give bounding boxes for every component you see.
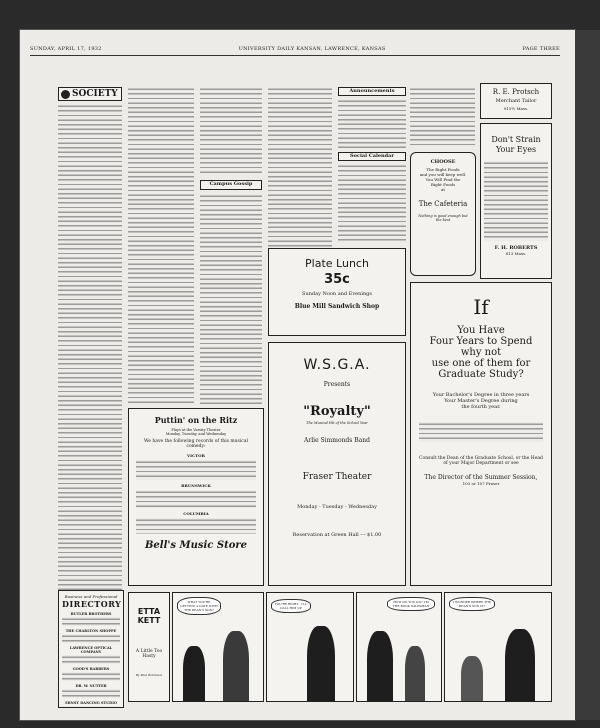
graduate-study-ad: [410, 282, 552, 586]
directory-item-detail: [62, 655, 120, 664]
cafeteria-line4: You Will Find the: [425, 177, 461, 182]
comic-bubble-3: HOW DO YOU DO? I'M THE BOOK SALESMAN: [387, 597, 435, 611]
column-two-text: [128, 87, 194, 405]
society-column-text: [58, 104, 122, 594]
comic-panel-3: [356, 592, 442, 702]
announcements-text: [338, 99, 406, 149]
bells-store: Bell's Music Store: [144, 540, 248, 551]
directory-list: [62, 612, 120, 708]
bells-columbia-list: [136, 518, 256, 534]
wsga-ad: [268, 342, 406, 586]
grad-p4: Consult the Dean of the Graduate School, or the Head of your Major Department or see: [419, 456, 543, 466]
cafeteria-line2: The Right Foods: [426, 167, 460, 172]
protsch-addr: 915½ Mass.: [503, 106, 529, 111]
comic-figure-5: [405, 646, 425, 701]
cafeteria-ad: [410, 152, 476, 276]
comic-panel-2: [266, 592, 354, 702]
directory-item-detail: [62, 706, 120, 708]
society-emblem-icon: [61, 90, 70, 99]
directory-item: ERNST DANCING STUDIO: [65, 701, 117, 705]
scanner-edge: [575, 30, 600, 720]
grad-p3: the fourth year.: [461, 404, 501, 410]
directory-item: DR. W. NUTTER: [75, 684, 107, 688]
comic-subtitle: A Little Too Hasty: [135, 649, 163, 659]
cafeteria-line5: Right Foods: [430, 182, 456, 187]
plate-lunch-shop: Blue Mill Sandwich Shop: [294, 303, 380, 310]
plate-lunch-title: Plate Lunch: [305, 257, 369, 270]
cafeteria-tag: Nothing is good enough but the best: [418, 214, 468, 222]
bells-title: Puttin' on the Ritz: [154, 415, 238, 425]
bells-victor: VICTOR: [187, 453, 205, 458]
wsga-presents: Presents: [323, 381, 351, 388]
social-calendar-text: [338, 164, 406, 244]
comic-bubble-1: WHAT YOU'RE GETTING A DATE WITH THE DEAN'S SON?: [177, 597, 221, 615]
comic-panel-1: [172, 592, 264, 702]
wsga-reservation: Reservation at Green Hall --- $1.00: [292, 532, 382, 538]
header-date: SUNDAY, APRIL 17, 1932: [30, 46, 102, 52]
directory-item-detail: [62, 689, 120, 698]
bells-brunswick-list: [136, 490, 256, 508]
comic-figure-7: [505, 629, 535, 701]
grad-big-if: If: [473, 295, 489, 319]
announcements-heading: Announcements: [338, 87, 406, 96]
comic-figure-2: [223, 631, 249, 701]
plate-lunch-price: 35c: [324, 272, 350, 287]
bells-columbia: COLUMBIA: [183, 511, 209, 516]
directory-item: LAWRENCE OPTICAL COMPANY: [69, 646, 113, 654]
roberts-ad: [480, 123, 552, 279]
bells-sub1: Plays at the Varsity Theater: [171, 428, 221, 432]
grad-p6: 103 or 107 Fraser: [462, 481, 500, 486]
roberts-name: F. H. ROBERTS: [494, 245, 538, 251]
directory-item: THE CHARLTON SHOPPE: [65, 629, 117, 633]
directory-box: [58, 590, 124, 708]
bells-sub3: We have the following records of this musical comedy:: [144, 439, 248, 449]
campus-gossip-heading: Campus Gossip: [200, 180, 262, 190]
society-heading: [58, 87, 122, 101]
comic-figure-4: [367, 631, 393, 701]
wsga-days: Monday - Tuesday - Wednesday: [297, 504, 377, 510]
bells-brunswick: BRUNSWICK: [181, 483, 211, 488]
bells-music-ad: [128, 408, 264, 586]
comic-title: ETTA KETT: [137, 607, 161, 625]
bells-victor-list: [136, 460, 256, 480]
grad-p1: Your Bachelor's Degree in three years: [432, 392, 530, 398]
protsch-line: Merchant Tailor: [495, 98, 537, 104]
grad-p5: The Director of the Summer Session,: [424, 474, 538, 481]
directory-item-detail: [62, 634, 120, 643]
cafeteria-name: The Cafeteria: [418, 200, 468, 208]
grad-l4: use one of them for: [431, 358, 531, 369]
header-page: PAGE THREE: [522, 46, 560, 52]
directory-title: Business and Professional: [64, 594, 118, 599]
plate-lunch-ad: [268, 248, 406, 336]
wsga-band: Arlie Simmonds Band: [304, 437, 370, 444]
comic-bubble-4: I WONDER WHERE THE DEAN'S SON IS?: [449, 597, 495, 611]
directory-heading: DIRECTORY: [62, 599, 122, 609]
grad-l2: Four Years to Spend: [429, 336, 533, 347]
grad-l1: You Have: [457, 325, 505, 336]
roberts-title: Don't Strain Your Eyes: [491, 135, 541, 154]
directory-item: BUTLER BROTHERS: [70, 612, 112, 616]
grad-p2: Your Master's Degree during: [444, 398, 518, 404]
column-three-text: [200, 194, 262, 406]
column-three-text-top: [200, 87, 262, 175]
protsch-name: R. E. Protsch: [492, 88, 540, 96]
wsga-venue: Fraser Theater: [302, 472, 372, 482]
comic-figure-1: [183, 646, 205, 701]
cafeteria-line6: at: [441, 187, 445, 192]
comic-figure-3: [307, 626, 335, 701]
grad-body: [419, 422, 543, 442]
directory-item-detail: [62, 617, 120, 626]
bells-sub2: Monday, Tuesday, and Wednesday: [165, 432, 227, 436]
plate-lunch-line: Sunday Noon and Evenings: [302, 291, 372, 297]
page-header: [30, 46, 560, 56]
comic-title-panel: [128, 592, 170, 702]
roberts-addr: 813 Mass.: [505, 251, 527, 256]
grad-l3: why not: [460, 347, 502, 358]
wsga-org: W.S.G.A.: [303, 357, 371, 373]
comic-panel-4: [444, 592, 552, 702]
protsch-ad: [480, 83, 552, 119]
cafeteria-line1: CHOOSE: [430, 159, 456, 165]
society-title: SOCIETY: [72, 89, 118, 99]
directory-item: GOOD'S BARBERS: [72, 667, 110, 671]
cafeteria-line3: and you will keep well.: [419, 172, 467, 177]
column-four-text: [268, 87, 332, 247]
comic-author: By Paul Robinson: [135, 673, 163, 677]
wsga-subtitle: The Musical Hit of the School Year: [306, 421, 368, 425]
roberts-body: [484, 161, 548, 241]
directory-item-detail: [62, 672, 120, 681]
comic-figure-6: [461, 656, 483, 701]
column-six-text: [410, 87, 475, 147]
social-calendar-heading: Social Calendar: [338, 152, 406, 161]
comic-bubble-2: YOU'RE RIGHT - I'LL CALL HIM UP: [271, 599, 311, 613]
header-masthead: UNIVERSITY DAILY KANSAN, LAWRENCE, KANSAS: [238, 46, 386, 52]
wsga-show: "Royalty": [303, 404, 371, 419]
grad-l5: Graduate Study?: [438, 369, 524, 380]
